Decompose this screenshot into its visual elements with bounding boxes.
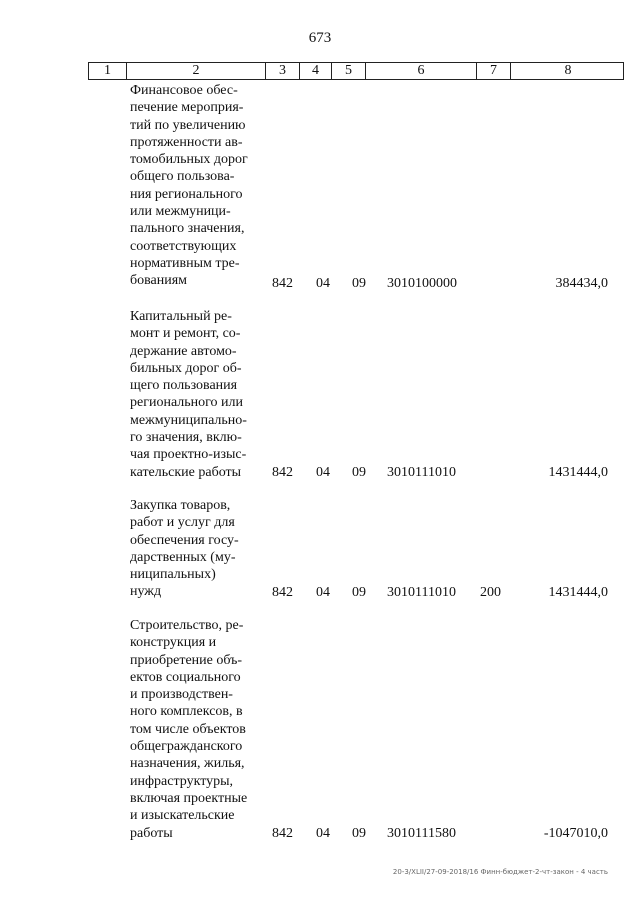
row-name (130, 497, 258, 601)
row-name-line: Капитальный ре- (130, 309, 232, 324)
col-5-value: 09 (352, 585, 366, 600)
row-name (130, 617, 258, 842)
row-name-line: приобретение объ- (130, 652, 243, 668)
row-name-line: нужд (130, 584, 162, 600)
row-name-line: назначения, жилья, (130, 756, 245, 772)
col-4-value: 04 (316, 826, 330, 841)
footer-note: 20-3/XLII/27-09-2018/16 Финн-бюджет-2-чт-закон - 4 часть (392, 868, 608, 876)
row-name-line: общегражданского (130, 739, 243, 755)
row-name (130, 82, 258, 290)
row-name-line: ного комплексов, в (130, 704, 243, 720)
page-number: 673 (308, 30, 332, 46)
col-8-value: -1047010,0 (543, 826, 608, 841)
col-3-value: 842 (272, 826, 293, 841)
row-name-line: ектов социального (130, 669, 241, 685)
row-name-line: работ и услуг для (130, 515, 235, 531)
row-name-line: протяженности ав- (130, 134, 243, 150)
row-name-line: Финансовое обес- (130, 83, 238, 98)
header-col-1: 1 (89, 63, 127, 79)
row-name-line: соответствующих (130, 238, 237, 254)
row-name-line: конструкция и (130, 635, 217, 651)
header-col-3: 3 (266, 63, 300, 79)
row-name-line: обеспечения госу- (130, 532, 239, 548)
row-name-line: регионального или (130, 395, 244, 411)
row-name-line: и производствен- (130, 687, 233, 703)
col-5-value: 09 (352, 465, 366, 480)
row-name-line: ниципальных) (130, 567, 216, 583)
row-name-line: щего пользования (130, 378, 238, 394)
col-5-value: 09 (352, 276, 366, 291)
header-col-5: 5 (332, 63, 366, 79)
row-name-line: кательские работы (130, 464, 242, 480)
col-4-value: 04 (316, 276, 330, 291)
col-3-value: 842 (272, 276, 293, 291)
header-col-8: 8 (564, 63, 572, 78)
table-header (88, 62, 624, 80)
col-3-value: 842 (272, 465, 293, 480)
header-col-2: 2 (127, 63, 266, 79)
header-col-7: 7 (477, 63, 511, 79)
col-4-value: 04 (316, 585, 330, 600)
row-name-line: бильных дорог об- (130, 360, 242, 376)
col-8-value: 1431444,0 (548, 465, 608, 480)
header-col-6: 6 (366, 63, 477, 79)
row-name-line: тий по увеличению (130, 117, 246, 133)
row-name-line: держание автомо- (130, 343, 237, 359)
row-name-line: нормативным тре- (130, 255, 240, 271)
row-name-line: или межмуници- (130, 204, 231, 220)
col-4-value: 04 (316, 465, 330, 480)
row-name-line: Закупка товаров, (130, 498, 231, 513)
row-name-line: межмуниципально- (130, 412, 247, 428)
col-6-value: 3010111010 (387, 465, 456, 480)
row-name-line: монт и ремонт, со- (130, 326, 241, 342)
col-7-value: 200 (480, 585, 501, 600)
row-name-line: пального значения, (130, 221, 245, 237)
col-6-value: 3010111010 (387, 585, 456, 600)
row-name-line: томобильных дорог (130, 152, 248, 168)
col-3-value: 842 (272, 585, 293, 600)
row-name-line: и изыскательские (130, 808, 235, 824)
col-8-value: 384434,0 (555, 276, 608, 291)
col-6-value: 3010100000 (387, 276, 457, 291)
row-name-line: включая проектные (130, 790, 248, 806)
header-col-4: 4 (300, 63, 332, 79)
row-name-line: чая проектно-изыс- (130, 447, 247, 463)
row-name-line: го значения, вклю- (130, 430, 242, 446)
row-name-line: Строительство, ре- (130, 618, 244, 633)
row-name-line: печение мероприя- (130, 100, 244, 116)
row-name-line: бованиям (130, 273, 188, 289)
row-name-line: ния регионального (130, 186, 243, 202)
row-name-line: дарственных (му- (130, 549, 236, 565)
row-name-line: работы (130, 825, 173, 841)
col-8-value: 1431444,0 (548, 585, 608, 600)
row-name-line: инфраструктуры, (130, 773, 234, 789)
col-6-value: 3010111580 (387, 826, 456, 841)
row-name-line: общего пользова- (130, 169, 235, 185)
row-name-line: том числе объектов (130, 721, 246, 737)
row-name (130, 308, 258, 481)
col-5-value: 09 (352, 826, 366, 841)
